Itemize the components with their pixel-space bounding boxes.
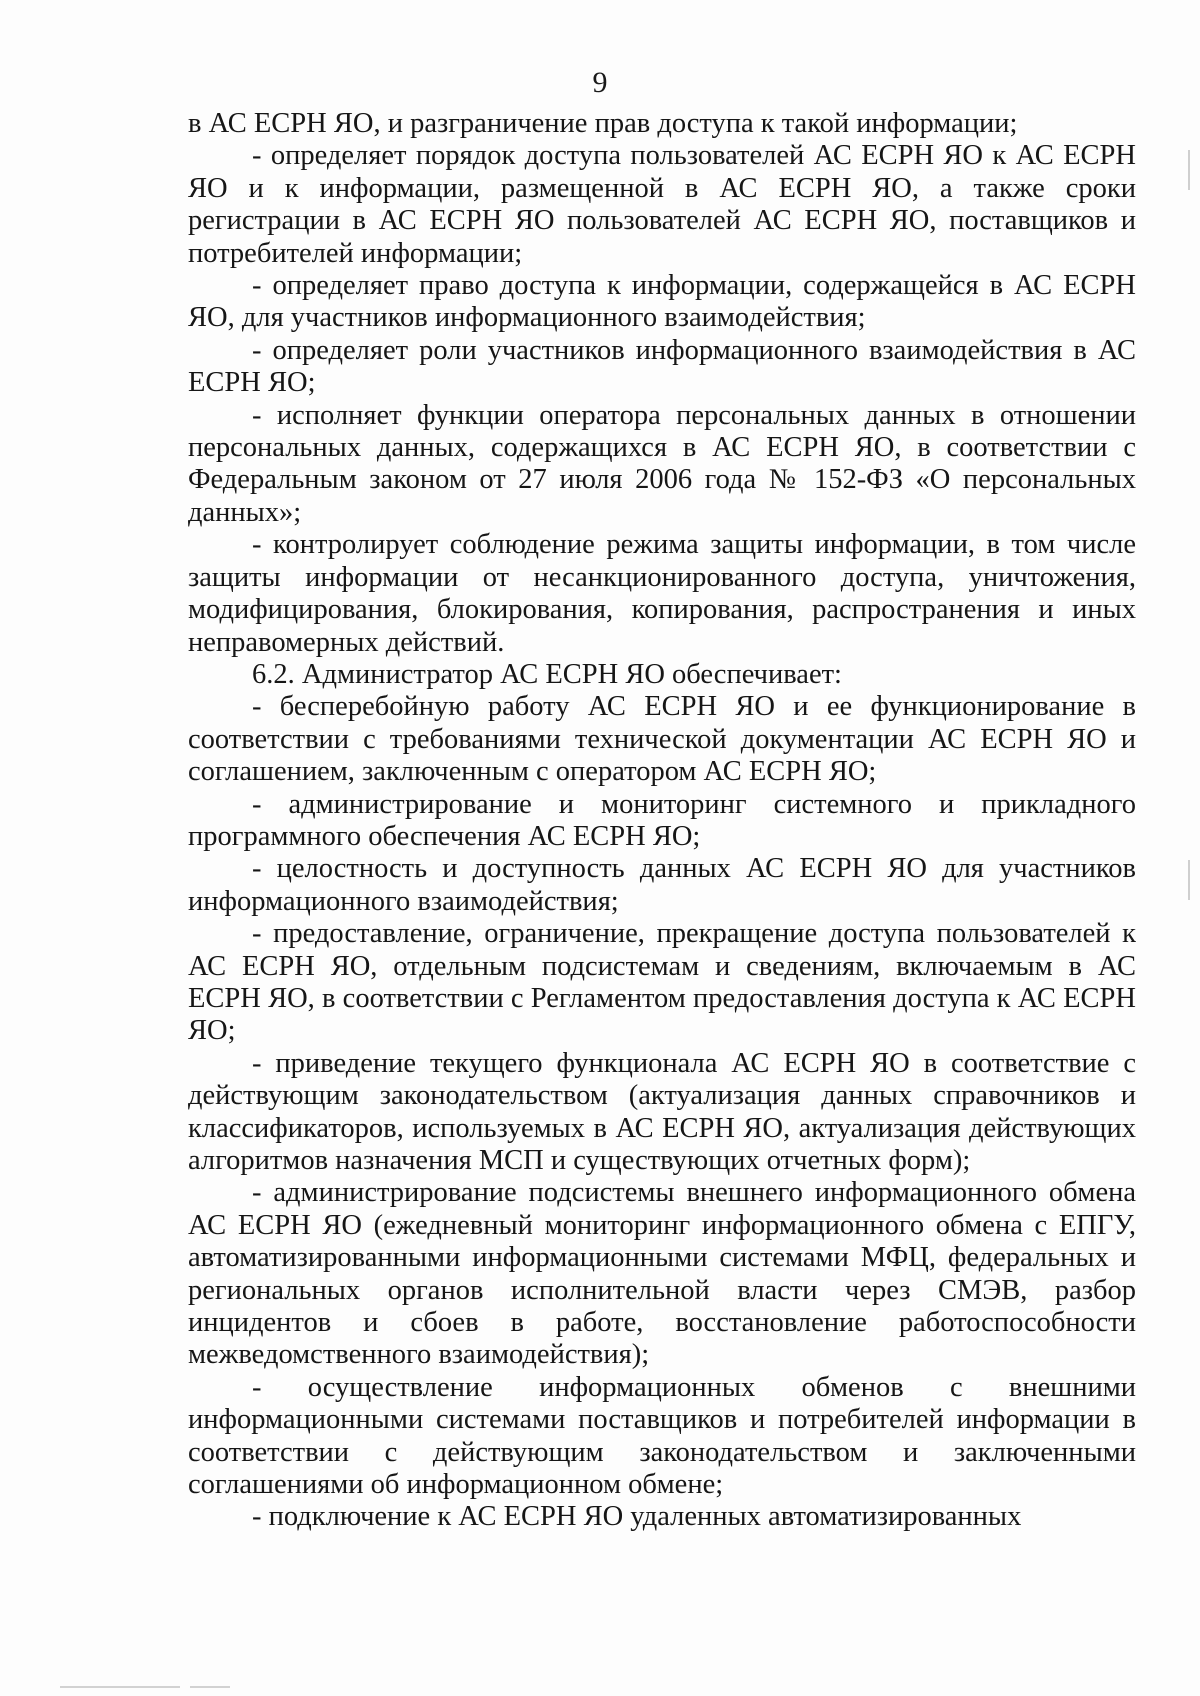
paragraph: - осуществление информационных обменов с внешними информационными системами поставщиков и потребителей информации в соответствии с действующим законодательством и заключенными соглашениями об информационном обмене;	[188, 1371, 1136, 1501]
paragraph: - исполняет функции оператора персональных данных в отношении персональных данных, содержащихся в АС ЕСРН ЯО, в соответствии с Федеральным законом от 27 июля 2006 года № 152-ФЗ «О персональных данных»;	[188, 399, 1136, 528]
paragraph: - целостность и доступность данных АС ЕСРН ЯО для участников информационного взаимодействия;	[188, 853, 1136, 917]
scan-bottom-mark	[60, 1686, 180, 1688]
paragraph: - администрирование и мониторинг системного и прикладного программного обеспечения АС ЕСРН ЯО;	[188, 788, 1136, 852]
paragraph: - предоставление, ограничение, прекращение доступа пользователей к АС ЕСРН ЯО, отдельным подсистемам и сведениям, включаемым в АС ЕСРН ЯО, в соответствии с Регламентом предоставления доступа к АС ЕСРН ЯО;	[188, 918, 1136, 1047]
paragraph: - контролирует соблюдение режима защиты информации, в том числе защиты информации от несанкционированного доступа, уничтожения, модифицирования, блокирования, копирования, распространения и иных неправомерных действий.	[188, 529, 1136, 658]
page-number: 9	[592, 66, 608, 99]
paragraph: 6.2. Администратор АС ЕСРН ЯО обеспечивает:	[252, 658, 842, 690]
paragraph: - определяет роли участников информационного взаимодействия в АС ЕСРН ЯО;	[188, 334, 1136, 399]
paragraph: в АС ЕСРН ЯО, и разграничение прав доступа к такой информации;	[188, 108, 1018, 139]
document-body	[188, 108, 1136, 1534]
paragraph: - приведение текущего функционала АС ЕСРН ЯО в соответствие с действующим законодательством (актуализация данных справочников и классификаторов, используемых в АС ЕСРН ЯО, актуализация действующих алгоритмов назначения МСП и существующих отчетных форм);	[188, 1047, 1136, 1176]
paragraph: - определяет порядок доступа пользователей АС ЕСРН ЯО к АС ЕСРН ЯО и к информации, размещенной в АС ЕСРН ЯО, а также сроки регистрации в АС ЕСРН ЯО пользователей АС ЕСРН ЯО, поставщиков и потребителей информации;	[188, 140, 1136, 269]
scan-bottom-mark	[190, 1686, 230, 1688]
paragraph: - бесперебойную работу АС ЕСРН ЯО и ее функционирование в соответствии с требованиями технической документации АС ЕСРН ЯО и соглашением, заключенным с оператором АС ЕСРН ЯО;	[188, 691, 1136, 788]
scan-edge-mark	[1188, 150, 1190, 190]
scan-edge-mark	[1188, 860, 1190, 900]
paragraph: - администрирование подсистемы внешнего информационного обмена АС ЕСРН ЯО (ежедневный мониторинг информационного обмена с ЕПГУ, автоматизированными информационными системами МФЦ, федеральных и региональных органов исполнительной власти через СМЭВ, разбор инцидентов и сбоев в работе, восстановление работоспособности межведомственного взаимодействия);	[188, 1177, 1136, 1371]
paragraph: - определяет право доступа к информации, содержащейся в АС ЕСРН ЯО, для участников информационного взаимодействия;	[188, 270, 1136, 334]
paragraph: - подключение к АС ЕСРН ЯО удаленных автоматизированных	[252, 1501, 1022, 1533]
